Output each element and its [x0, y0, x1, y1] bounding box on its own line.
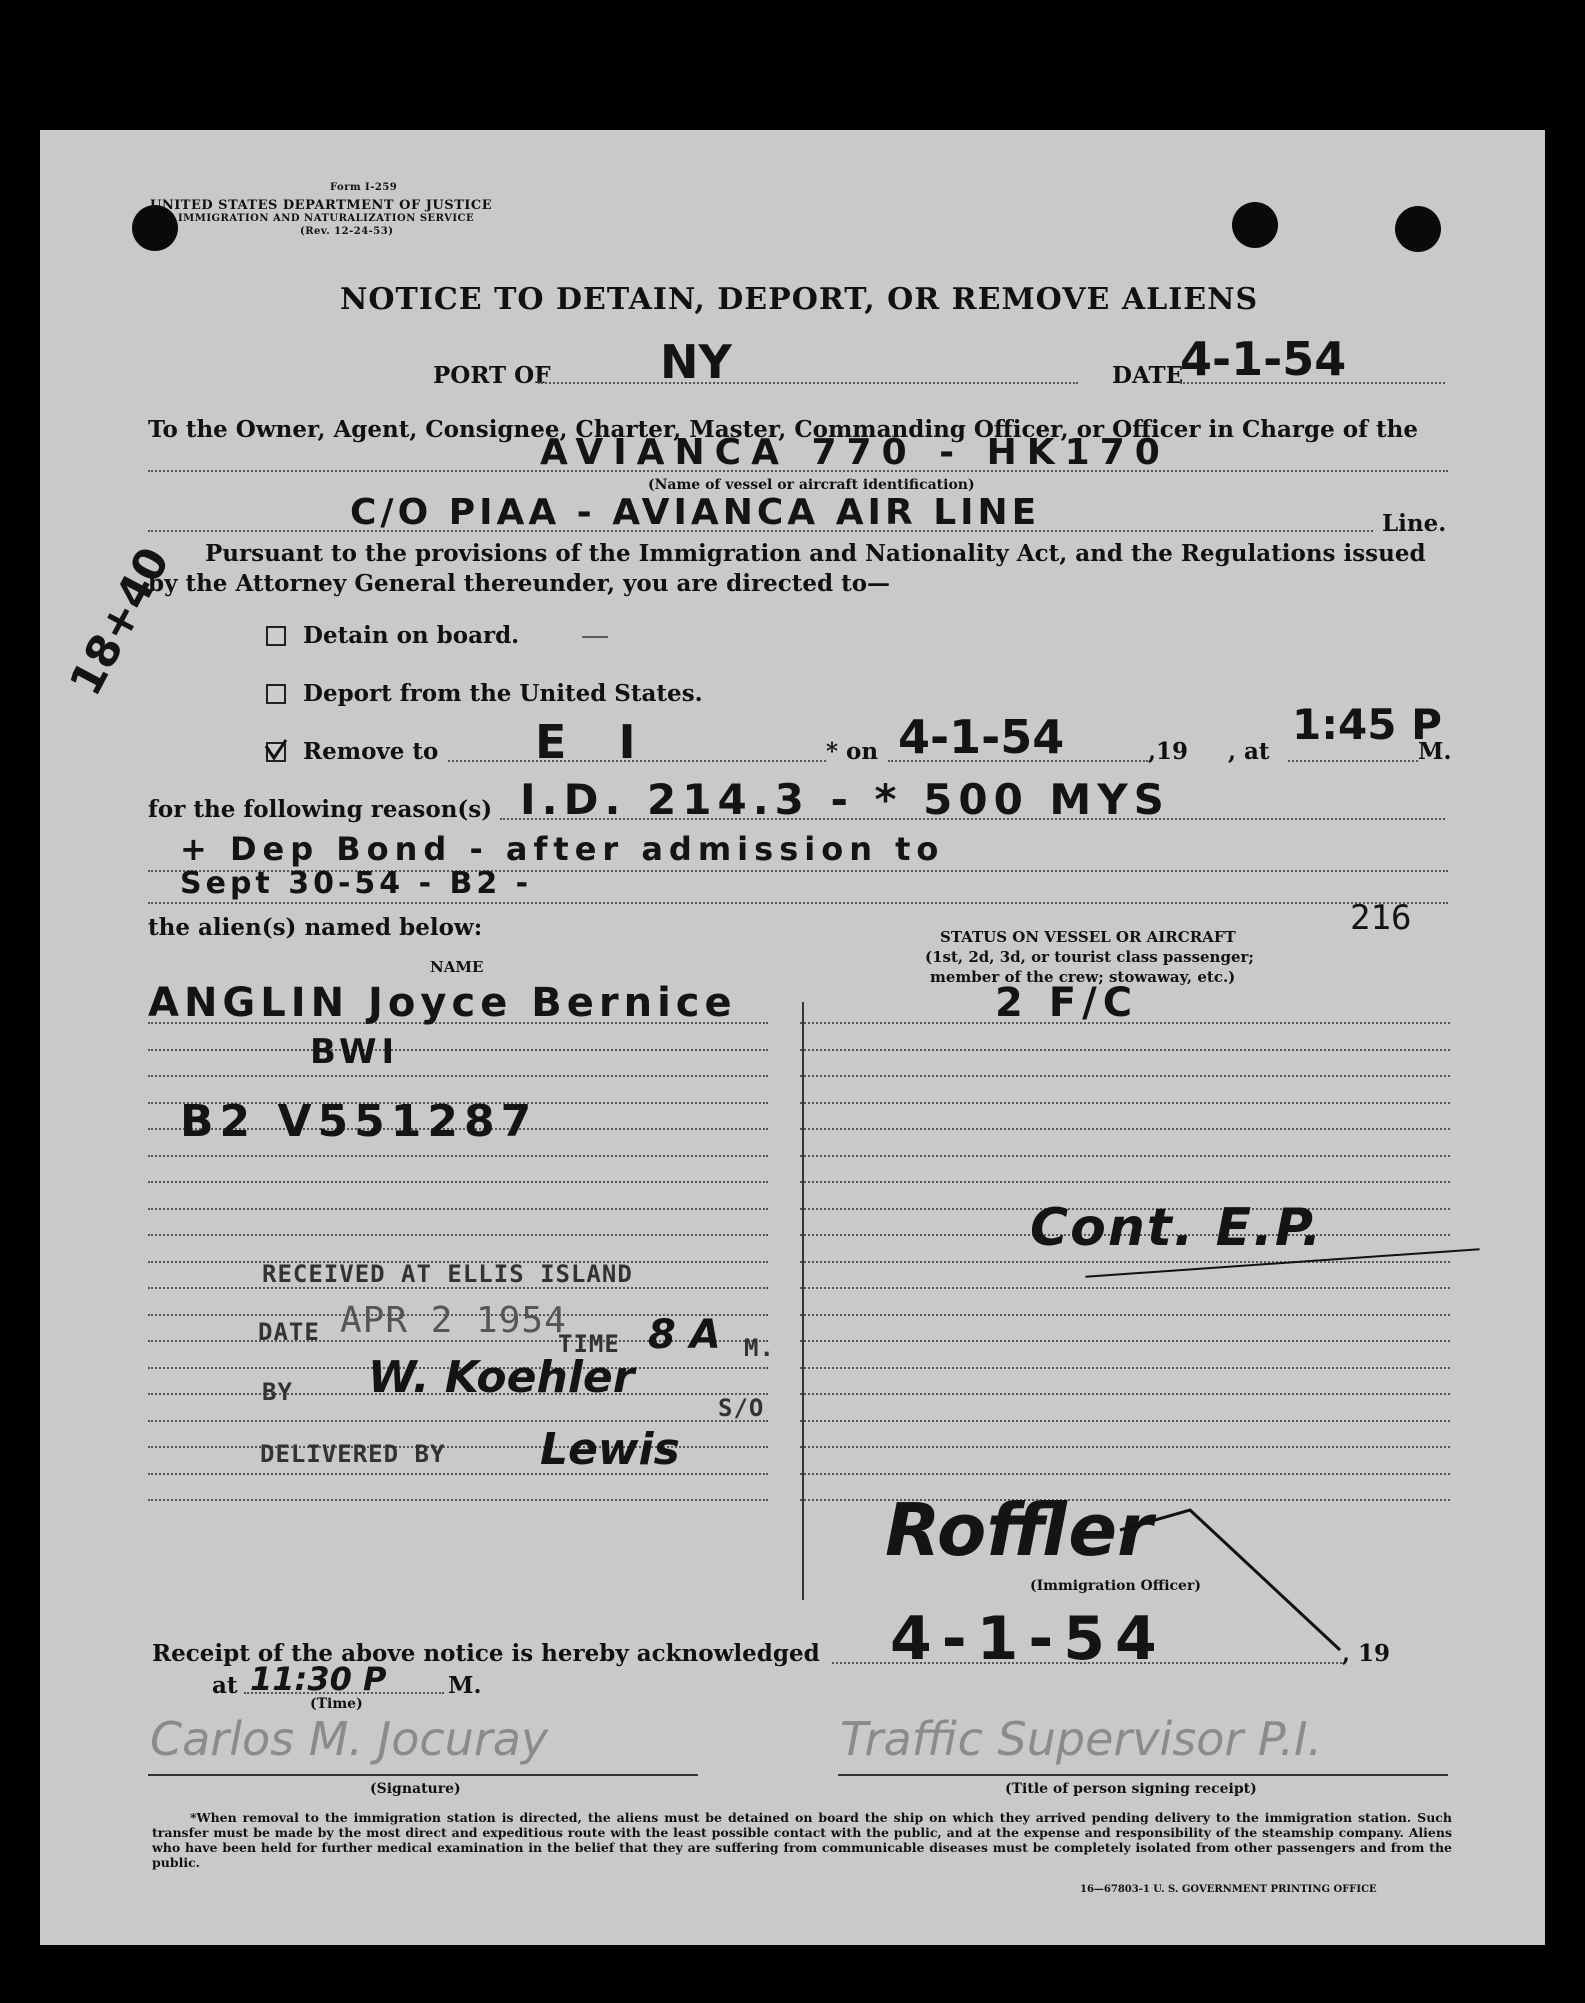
airline-value: C/O PIAA - AVIANCA AIR LINE [350, 492, 1041, 533]
receipt-time-value: 11:30 P [250, 1660, 387, 1698]
receipt-at-label: at [212, 1672, 238, 1699]
port-label: PORT OF [433, 362, 551, 389]
remove-year-prefix: ,19 [1148, 738, 1189, 765]
table-rule [148, 1208, 768, 1210]
table-rule [800, 1049, 1450, 1051]
received-time-label: TIME [558, 1330, 620, 1358]
line-label: Line. [1382, 510, 1447, 537]
title-caption: (Title of person signing receipt) [1005, 1781, 1257, 1797]
status-caption-1: (1st, 2d, 3d, or tourist class passenger; [925, 948, 1254, 966]
table-rule [800, 1393, 1450, 1395]
table-rule [800, 1473, 1450, 1475]
title-line [838, 1774, 1448, 1776]
alien-status: 2 F/C [995, 980, 1139, 1026]
received-date-value: APR 2 1954 [340, 1300, 567, 1341]
margin-note: 18+40 [60, 539, 180, 704]
receipt-year: , 19 [1342, 1640, 1391, 1667]
date-label: DATE [1112, 362, 1184, 389]
number-216: 216 [1350, 898, 1412, 938]
service-name: IMMIGRATION AND NATURALIZATION SERVICE [178, 213, 475, 224]
punch-hole-right [1395, 206, 1441, 252]
aliens-label: the alien(s) named below: [148, 914, 483, 941]
received-date-label: DATE [258, 1318, 320, 1346]
received-by-value: W. Koehler [368, 1352, 635, 1403]
received-stamp: RECEIVED AT ELLIS ISLAND [262, 1260, 633, 1288]
date-value: 4-1-54 [1180, 332, 1347, 386]
to-owner-text: To the Owner, Agent, Consignee, Charter, Master, Commanding Officer, or Officer in Charge of the [148, 416, 1418, 443]
checkbox-remove[interactable] [266, 742, 286, 762]
delivered-by-label: DELIVERED BY [260, 1440, 446, 1468]
option-deport-label: Deport from the United States. [303, 680, 703, 707]
check-mark-icon [264, 738, 288, 764]
table-rule [148, 1499, 768, 1501]
reason-line-2: + Dep Bond - after admission to [180, 830, 945, 868]
receipt-text: Receipt of the above notice is hereby acknowledged [152, 1640, 820, 1667]
signature-line [148, 1774, 698, 1776]
vessel-value: AVIANCA 770 - HK170 [540, 432, 1170, 473]
pursuant-line-2: by the Attorney General thereunder, you are directed to— [148, 570, 891, 597]
port-line [538, 382, 1078, 384]
port-value: NY [660, 335, 732, 389]
received-time-value: 8 A [648, 1312, 721, 1358]
right-note: Cont. E.P. [1030, 1198, 1324, 1258]
reason-line-3: Sept 30-54 - B2 - [180, 866, 533, 901]
table-rule [800, 1102, 1450, 1104]
officer-signature: Roffler [885, 1488, 1153, 1572]
table-rule [800, 1367, 1450, 1369]
receipt-time-caption: (Time) [310, 1696, 363, 1712]
receipt-m-label: M. [448, 1672, 482, 1699]
signer-signature: Carlos M. Jocuray [150, 1712, 549, 1766]
status-caption-2: member of the crew; stowaway, etc.) [930, 968, 1236, 986]
remove-on-value: 4-1-54 [898, 710, 1065, 764]
table-rule [800, 1446, 1450, 1448]
table-rule [148, 1420, 768, 1422]
remove-m-label: M. [1418, 738, 1452, 765]
table-rule [800, 1128, 1450, 1130]
table-rule [800, 1420, 1450, 1422]
received-by-suffix: S/O [718, 1394, 765, 1422]
signature-caption: (Signature) [370, 1781, 461, 1797]
pursuant-line-1: Pursuant to the provisions of the Immigration and Nationality Act, and the Regulations issued [205, 540, 1426, 567]
checkbox-deport[interactable] [266, 684, 286, 704]
form-title: NOTICE TO DETAIN, DEPORT, OR REMOVE ALIENS [340, 282, 1259, 317]
checkbox-detain[interactable] [266, 626, 286, 646]
option-detain-label: Detain on board. [303, 622, 520, 649]
table-rule [800, 1287, 1450, 1289]
table-rule [800, 1155, 1450, 1157]
table-rule [148, 1075, 768, 1077]
department-name: UNITED STATES DEPARTMENT OF JUSTICE [150, 198, 493, 213]
remove-at-label: , at [1228, 738, 1270, 765]
table-rule [800, 1314, 1450, 1316]
officer-caption: (Immigration Officer) [1030, 1578, 1201, 1594]
option-remove-label: Remove to [303, 738, 439, 765]
received-by-label: BY [262, 1378, 293, 1406]
table-rule [800, 1181, 1450, 1183]
table-rule [800, 1261, 1450, 1263]
punch-hole-center [1232, 202, 1278, 248]
alien-visa: B2 V551287 [180, 1096, 538, 1147]
reason-label: for the following reason(s) [148, 796, 493, 823]
remove-at-line [1288, 760, 1418, 762]
alien-country: BWI [310, 1032, 400, 1072]
delivered-by-value: Lewis [540, 1424, 680, 1475]
table-divider [802, 1002, 804, 1600]
table-rule [148, 1181, 768, 1183]
status-heading: STATUS ON VESSEL OR AIRCRAFT [940, 928, 1236, 946]
table-rule [148, 1234, 768, 1236]
receipt-date-value: 4-1-54 [890, 1604, 1167, 1674]
name-column-label: NAME [430, 958, 484, 976]
alien-name: ANGLIN Joyce Bernice [148, 980, 737, 1026]
form-number: Form I-259 [330, 182, 398, 193]
footnote: *When removal to the immigration station is directed, the aliens must be detained on board the ship on which they arrived pending delivery to the immigration station. Such transfer must be made by the most direct and expeditious route with the least possible contact with the public, and at the expense and responsibility of the steamship company. Aliens who have been held for further medical examination in the belief that they are suffering from communicable diseases must be completely isolated from other passengers and from the public. [152, 1810, 1452, 1870]
remove-at-value: 1:45 P [1292, 700, 1442, 749]
table-rule [148, 1049, 768, 1051]
table-rule [800, 1075, 1450, 1077]
reason-line-3-rule [148, 902, 1448, 904]
detain-dash [582, 636, 608, 638]
table-rule [800, 1340, 1450, 1342]
remove-to-value: E I [535, 715, 654, 769]
form-revision: (Rev. 12-24-53) [300, 226, 394, 237]
table-rule [148, 1155, 768, 1157]
reason-line-1: I.D. 214.3 - * 500 MYS [520, 775, 1170, 824]
signer-title: Traffic Supervisor P.I. [840, 1712, 1323, 1766]
printer-line: 16—67803-1 U. S. GOVERNMENT PRINTING OFFICE [1080, 1884, 1377, 1895]
received-time-suffix: M. [744, 1334, 775, 1362]
remove-on-label: * on [826, 738, 879, 765]
vessel-caption: (Name of vessel or aircraft identification) [648, 477, 975, 493]
